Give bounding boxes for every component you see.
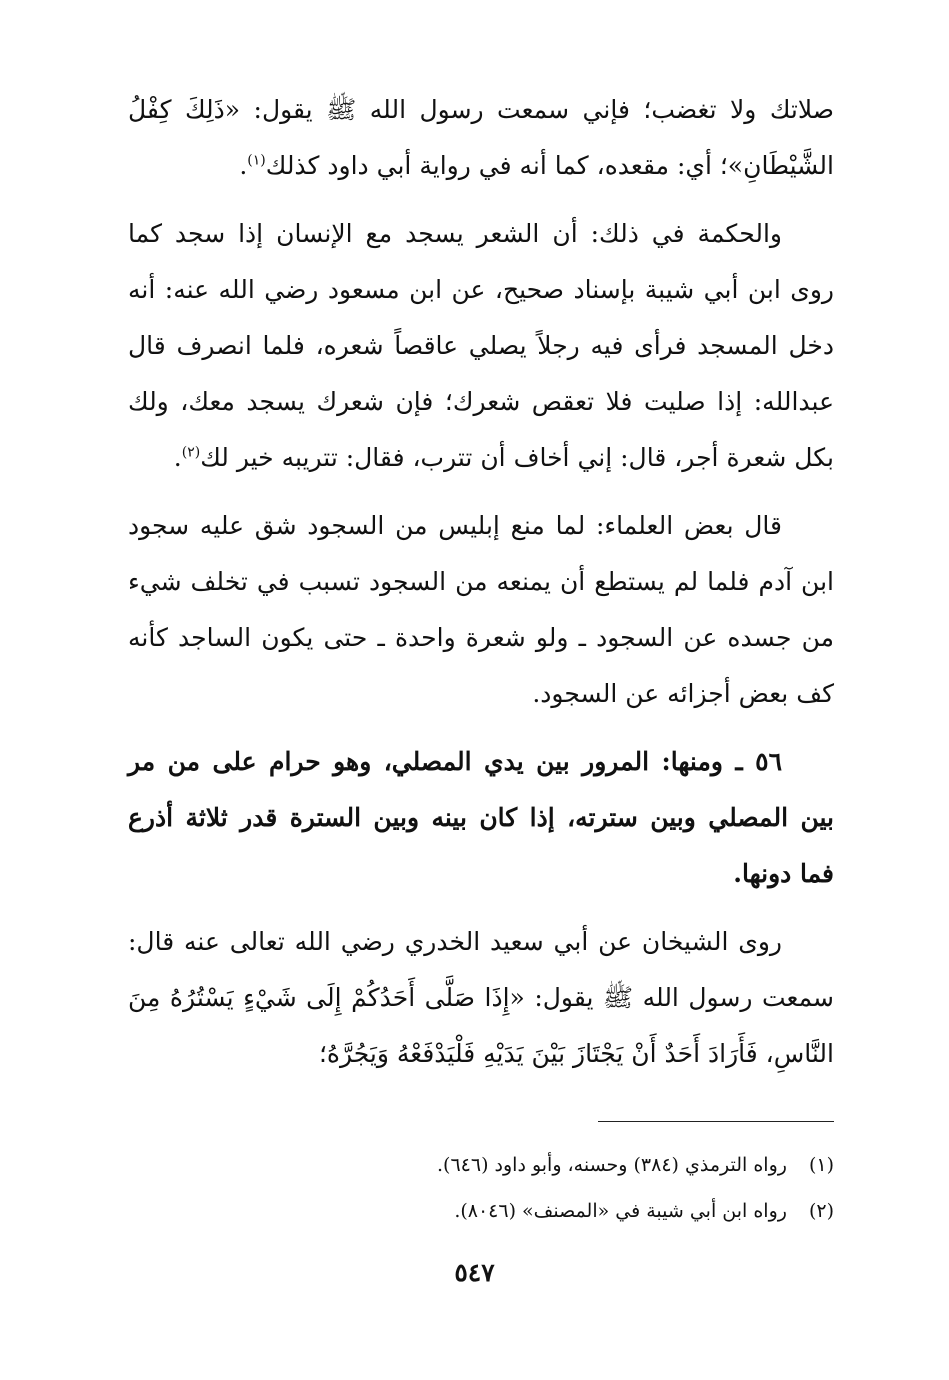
paragraph-3: قال بعض العلماء: لما منع إبليس من السجود شق عليه سجود ابن آدم فلما لم يستطع أن يمنعه من السجود تسبب في تخلف شيء من جسده عن السجود ـ ولو شعرة واحدة ـ حتى يكون الساجد كأنه كف بعض أجزائه عن السجود. [128,511,834,708]
main-text [128,82,834,1094]
footnote-1 [128,1142,834,1188]
footnotes [128,1142,834,1234]
footnote-text: رواه الترمذي (٣٨٤) وحسنه، وأبو داود (٦٤٦). [437,1154,787,1176]
footnote-number: (١) [808,1154,834,1176]
footnote-number: (٢) [808,1200,834,1222]
paragraph-1: صلاتك ولا تغضب؛ فإني سمعت رسول الله ﷺ يقول: «ذَلِكَ كِفْلُ الشَّيْطَانِ»؛ أي: مقعده، كما أنه في رواية أبي داود كذلك$^{(١)}$. [128,95,834,180]
footnote-2 [128,1188,834,1234]
paragraph-2: والحكمة في ذلك: أن الشعر يسجد مع الإنسان إذا سجد كما روى ابن أبي شيبة بإسناد صحيح، عن ابن مسعود رضي الله عنه: أنه دخل المسجد فرأى فيه رجلاً يصلي عاقصاً شعره، فلما انصرف قال عبدالله: إذا صليت فلا تعقص شعرك؛ فإن شعرك يسجد معك، ولك بكل شعرة أجر، قال: إني أخاف أن تترب، فقال: تتريبه خير لك$^{(٢)}$. [128,219,834,472]
page-number: ٥٤٧ [454,1258,495,1287]
footnote-divider [598,1121,834,1122]
footnote-ref-2: (٢) [181,444,201,461]
footnote-text: رواه ابن أبي شيبة في «المصنف» (٨٠٤٦). [454,1200,787,1222]
paragraph-5: روى الشيخان عن أبي سعيد الخدري رضي الله تعالى عنه قال: سمعت رسول الله ﷺ يقول: «إِذَا صَلَّى أَحَدُكُمْ إِلَى شَيْءٍ يَسْتُرُهُ مِنَ النَّاسِ، فَأَرَادَ أَحَدٌ أَنْ يَجْتَازَ بَيْنَ يَدَيْهِ فَلْيَدْفَعْهُ وَيَجُرَّهُ؛ [128,927,834,1068]
rule-heading-56: ٥٦ ـ ومنها: المرور بين يدي المصلي، وهو حرام على من مر بين المصلي وبين سترته، إذا كان بينه وبين السترة قدر ثلاثة أذرع فما دونها. [128,747,834,888]
footnote-ref-1: (١) [247,152,266,169]
